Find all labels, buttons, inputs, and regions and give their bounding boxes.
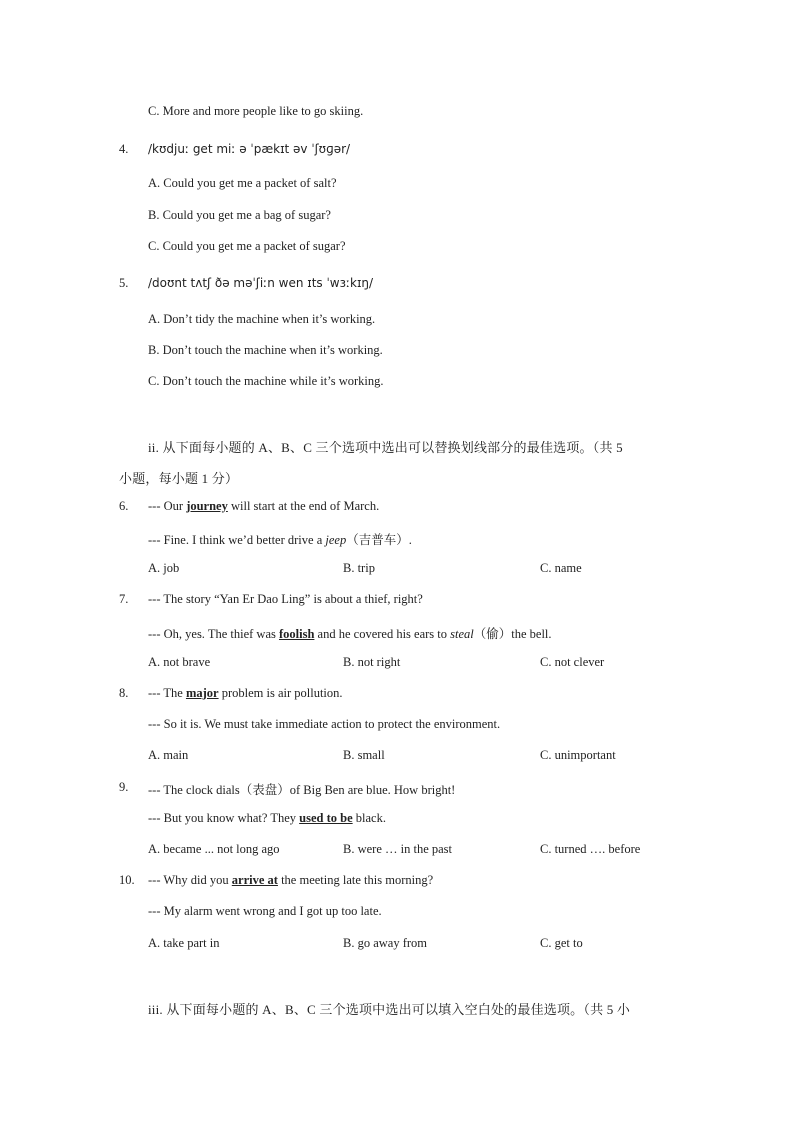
q7-number: 7. [119, 592, 129, 606]
section-ii-instruction: ii. 从下面每小题的 A、B、C 三个选项中选出可以替换划线部分的最佳选项。（共 5 [148, 440, 623, 455]
q9-option-a: A. became ... not long ago [148, 842, 280, 856]
q10-option-c: C. get to [540, 936, 583, 950]
q5-phonetic: /doʊnt tʌtʃ ðə məˈʃiːn wen ɪts ˈwɜːkɪŋ/ [148, 276, 374, 290]
q10-line2: --- My alarm went wrong and I got up too late. [148, 904, 382, 918]
q4-phonetic: /kʊdjuː get miː ə ˈpækɪt əv ˈʃʊɡər/ [148, 142, 351, 156]
q7-option-b: B. not right [343, 655, 401, 669]
underlined-word: used to be [299, 811, 353, 825]
q9-option-b: B. were … in the past [343, 842, 453, 856]
q5-option-b: B. Don’t touch the machine when it’s working. [148, 343, 383, 357]
q4-number: 4. [119, 142, 129, 156]
q6-option-c: C. name [540, 561, 582, 575]
q5-option-a: A. Don’t tidy the machine when it’s working. [148, 312, 376, 326]
q10-line1: --- Why did you arrive at the meeting late this morning? [148, 873, 434, 887]
q6-option-a: A. job [148, 561, 180, 575]
q8-number: 8. [119, 686, 129, 700]
section-ii-instruction-cont: 小题，每小题 1 分） [119, 471, 239, 486]
q8-option-a: A. main [148, 748, 189, 762]
q7-option-a: A. not brave [148, 655, 211, 669]
q8-option-c: C. unimportant [540, 748, 616, 762]
q8-line2: --- So it is. We must take immediate action to protect the environment. [148, 717, 501, 731]
q8-line1: --- The major problem is air pollution. [148, 686, 343, 700]
q6-option-b: B. trip [343, 561, 375, 575]
section-iii-instruction: iii. 从下面每小题的 A、B、C 三个选项中选出可以填入空白处的最佳选项。（共 5 小 [148, 1002, 631, 1017]
q3-option-c: C. More and more people like to go skiing. [148, 104, 364, 118]
q4-option-a: A. Could you get me a packet of salt? [148, 176, 337, 190]
q9-line1: --- The clock dials（表盘）of Big Ben are blue. How bright! [148, 783, 456, 797]
q10-option-a: A. take part in [148, 936, 220, 950]
q8-option-b: B. small [343, 748, 385, 762]
q6-number: 6. [119, 499, 129, 513]
underlined-word: journey [186, 499, 228, 513]
q5-number: 5. [119, 276, 129, 290]
q4-option-c: C. Could you get me a packet of sugar? [148, 239, 346, 253]
q4-option-b: B. Could you get me a bag of sugar? [148, 208, 331, 222]
q6-line1: --- Our journey will start at the end of March. [148, 499, 380, 513]
q10-option-b: B. go away from [343, 936, 428, 950]
q7-line1: --- The story “Yan Er Dao Ling” is about a thief, right? [148, 592, 423, 606]
underlined-word: foolish [278, 627, 315, 641]
q5-option-c: C. Don’t touch the machine while it’s working. [148, 374, 384, 388]
q7-line2: --- Oh, yes. The thief was foolish and he covered his ears to steal（偷）the bell. [148, 627, 552, 641]
q10-number: 10. [119, 873, 135, 887]
q9-option-c: C. turned …. before [540, 842, 641, 856]
q6-line2: --- Fine. I think we’d better drive a jeep（吉普车）. [148, 533, 412, 547]
underlined-word: major [185, 686, 219, 700]
q9-line2: --- But you know what? They used to be black. [148, 811, 386, 825]
q7-option-c: C. not clever [540, 655, 605, 669]
underlined-word: arrive at [231, 873, 278, 887]
q9-number: 9. [119, 780, 129, 794]
